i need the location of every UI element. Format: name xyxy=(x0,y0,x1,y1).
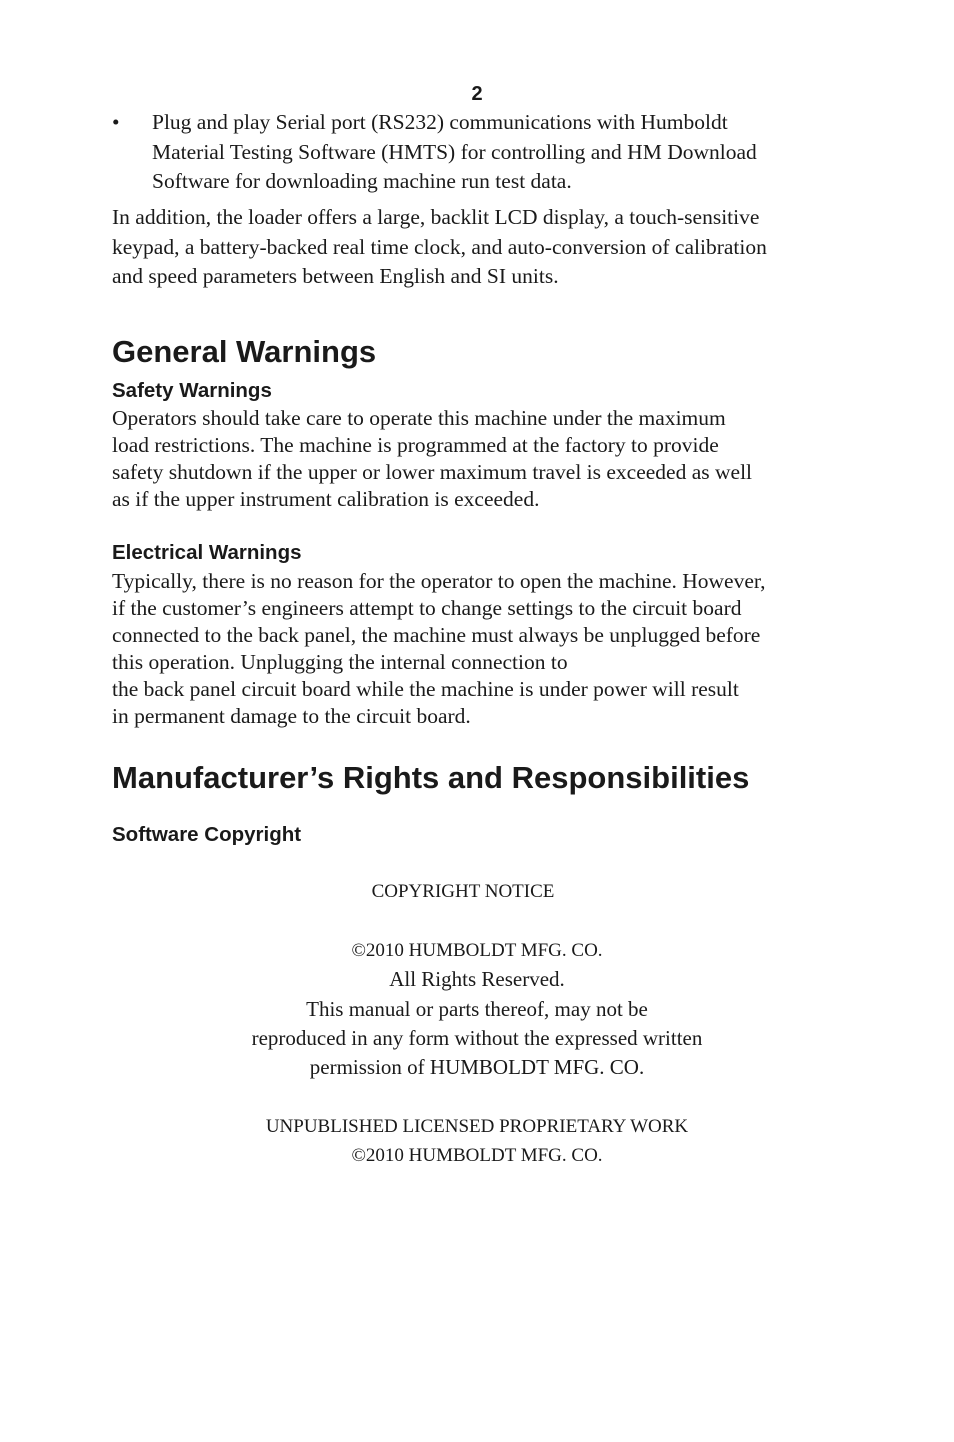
safety-warnings-heading: Safety Warnings xyxy=(112,379,272,402)
bullet-text xyxy=(152,108,832,197)
software-copyright-heading: Software Copyright xyxy=(112,823,302,846)
bullet-dot-icon: • xyxy=(112,110,120,134)
copyright-line: This manual or parts thereof, may not be xyxy=(306,996,648,1021)
unpublished-line: UNPUBLISHED LICENSED PROPRIETARY WORK xyxy=(265,1116,689,1137)
manufacturer-rights-heading: Manufacturer’s Rights and Responsibilities xyxy=(112,760,750,795)
electrical-line: this operation. Unplugging the internal connection to xyxy=(112,650,568,674)
safety-line: load restrictions. The machine is programmed at the factory to provide xyxy=(112,433,719,457)
electrical-line: if the customer’s engineers attempt to change settings to the circuit board xyxy=(112,596,742,620)
intro-paragraph xyxy=(112,203,852,292)
unpublished-line: ©2010 HUMBOLDT MFG. CO. xyxy=(351,1145,603,1167)
copyright-line: ©2010 HUMBOLDT MFG. CO. xyxy=(351,940,603,961)
unpublished-work-notice xyxy=(0,1112,954,1171)
bullet-line: Software for downloading machine run test data. xyxy=(152,169,572,193)
intro-line: In addition, the loader offers a large, backlit LCD display, a touch-sensitive xyxy=(112,205,760,229)
general-warnings-heading: General Warnings xyxy=(112,334,377,369)
bullet-line: Material Testing Software (HMTS) for controlling and HM Download xyxy=(152,139,757,164)
copyright-notice-title: COPYRIGHT NOTICE xyxy=(371,881,555,902)
copyright-line: All Rights Reserved. xyxy=(389,967,565,992)
electrical-line: Typically, there is no reason for the operator to open the machine. However, xyxy=(112,569,766,593)
safety-warnings-paragraph xyxy=(112,405,852,513)
copyright-notice-body xyxy=(0,936,954,1082)
page-number: 2 xyxy=(471,83,483,105)
intro-line: keypad, a battery-backed real time clock, and auto-conversion of calibration xyxy=(112,234,767,259)
electrical-line: in permanent damage to the circuit board. xyxy=(112,704,471,728)
electrical-line: the back panel circuit board while the machine is under power will result xyxy=(112,677,739,701)
copyright-line: permission of HUMBOLDT MFG. CO. xyxy=(309,1055,645,1080)
copyright-line: reproduced in any form without the expressed written xyxy=(251,1025,703,1050)
electrical-line: connected to the back panel, the machine must always be unplugged before xyxy=(112,623,761,647)
electrical-warnings-heading: Electrical Warnings xyxy=(112,541,302,564)
safety-line: Operators should take care to operate this machine under the maximum xyxy=(112,406,726,430)
bullet-line: Plug and play Serial port (RS232) communications with Humboldt xyxy=(152,110,728,134)
bullet-list-item xyxy=(112,108,852,197)
intro-line: and speed parameters between English and SI units. xyxy=(112,264,559,288)
safety-line: as if the upper instrument calibration is exceeded. xyxy=(112,487,540,511)
safety-line: safety shutdown if the upper or lower maximum travel is exceeded as well xyxy=(112,460,753,484)
electrical-warnings-paragraph xyxy=(112,568,852,730)
